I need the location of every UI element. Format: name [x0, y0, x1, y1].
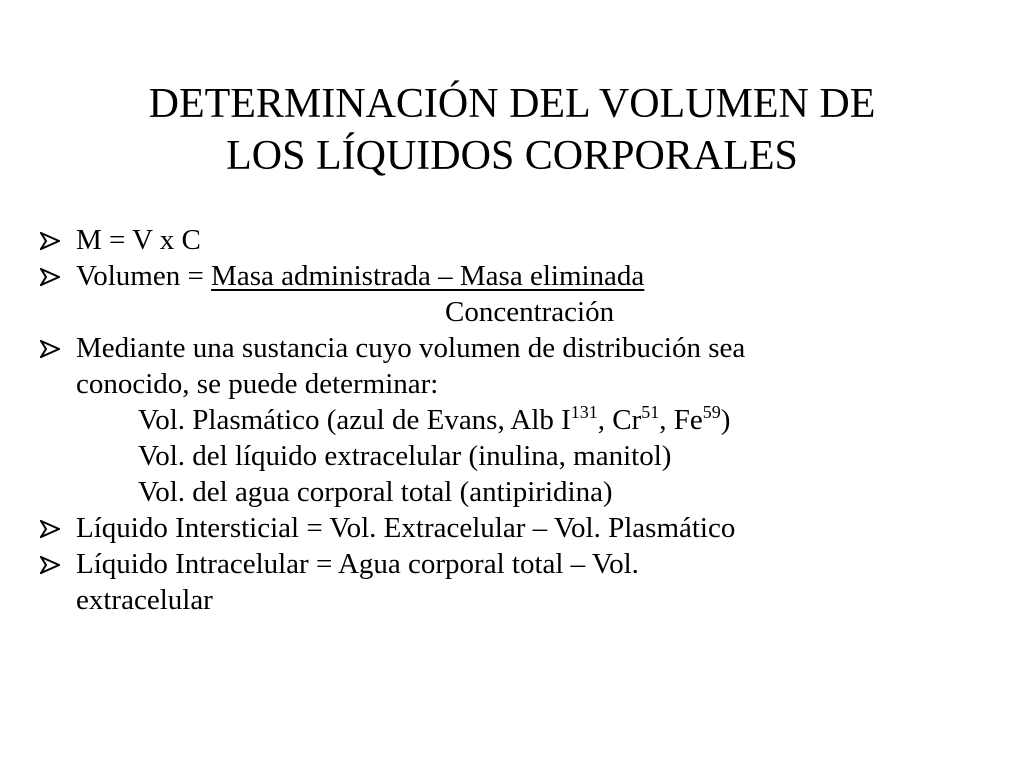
isotope-superscript: 59: [702, 402, 721, 422]
sub-text: Vol. del líquido extracelular (inulina, manitol): [138, 440, 672, 472]
sub-text: ): [720, 404, 731, 436]
arrowhead-bullet-icon: [38, 222, 62, 258]
bullet-text: Líquido Intersticial = Vol. Extracelular – Vol. Plasmático: [76, 512, 736, 544]
bullet-continuation: [38, 366, 988, 402]
sub-item-total-water: [38, 474, 988, 510]
bullet-item-distribution: [38, 330, 988, 366]
arrowhead-bullet-icon: [38, 546, 62, 582]
bullet-item-interstitial: [38, 510, 988, 546]
sub-text: Vol. del agua corporal total (antipiridina): [138, 476, 613, 508]
bullet-continuation: [38, 582, 988, 618]
formula-numerator: Masa administrada – Masa eliminada: [211, 260, 645, 292]
arrowhead-bullet-icon: [38, 330, 62, 366]
arrowhead-bullet-icon: [38, 258, 62, 294]
formula-denominator-line: [38, 294, 988, 330]
slide-title: [0, 78, 1024, 182]
formula-denominator: Concentración: [445, 296, 615, 328]
isotope-superscript: 131: [570, 402, 598, 422]
arrowhead-bullet-icon: [38, 510, 62, 546]
sub-text: , Fe: [659, 404, 703, 436]
slide-content: [38, 222, 988, 618]
bullet-item-volume-formula: [38, 258, 988, 294]
title-line-2: LOS LÍQUIDOS CORPORALES: [226, 133, 798, 179]
bullet-item-intracellular: [38, 546, 988, 582]
bullet-text: Líquido Intracelular = Agua corporal total – Vol.: [76, 548, 639, 580]
bullet-text: M = V x C: [76, 224, 201, 256]
isotope-superscript: 51: [641, 402, 660, 422]
sub-item-extracellular: [38, 438, 988, 474]
sub-text: Vol. Plasmático (azul de Evans, Alb I: [138, 404, 571, 436]
sub-text: , Cr: [597, 404, 642, 436]
bullet-text: extracelular: [76, 584, 213, 616]
bullet-text: Mediante una sustancia cuyo volumen de distribución sea: [76, 332, 746, 364]
bullet-text: conocido, se puede determinar:: [76, 368, 439, 400]
title-line-1: DETERMINACIÓN DEL VOLUMEN DE: [148, 81, 876, 127]
sub-item-plasma-volume: [38, 402, 988, 438]
volume-label: Volumen =: [76, 260, 212, 292]
bullet-item-mass-formula: [38, 222, 988, 258]
